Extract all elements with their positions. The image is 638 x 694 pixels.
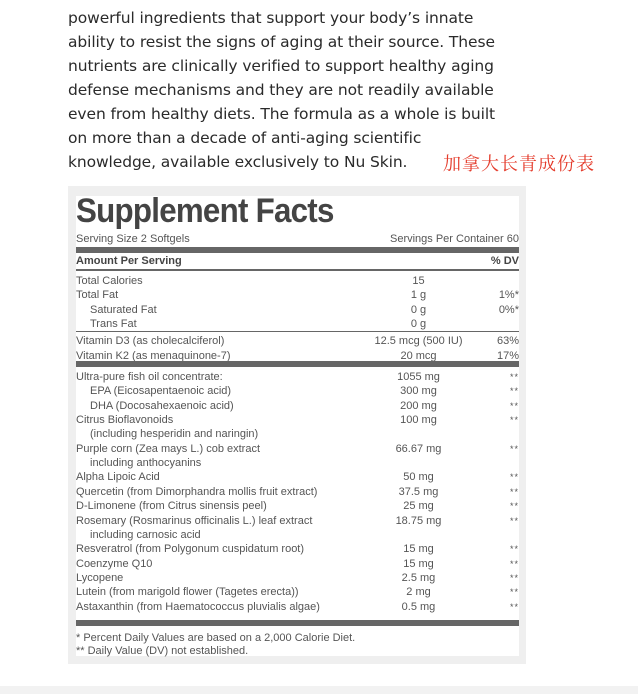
nutrient-row [76,413,519,427]
nutrient-amount: 37.5 mg [398,485,439,498]
nutrient-dv: ** [509,472,519,483]
nutrient-row [76,499,519,513]
serving-size: Serving Size 2 Softgels [76,233,190,245]
nutrient-row [76,317,519,331]
nutrient-dv: ** [509,443,519,454]
nutrient-amount: 25 mg [403,500,434,513]
watermark-text: 加拿大长青成份表 [443,154,595,175]
nutrient-row [76,470,519,484]
nutrient-dv: ** [509,415,519,426]
nutrient-name: including carnosic acid [90,528,201,541]
article-line: on more than a decade of anti-aging scientific [68,129,422,147]
nutrient-dv: ** [509,400,519,411]
article-line: even from healthy diets. The formula as a whole is built [68,105,496,123]
nutrient-row [76,334,519,348]
article-line: defense mechanisms and they are not readily available [68,81,494,99]
nutrient-row [76,442,519,456]
nutrient-row [76,557,519,571]
footnote: * Percent Daily Values are based on a 2,000 Calorie Diet. [76,632,356,644]
nutrient-row [76,485,519,499]
nutrient-row [76,600,519,614]
nutrient-dv: 17% [496,349,519,362]
nutrient-amount: 300 mg [400,385,437,398]
nutrient-amount: 15 [412,275,425,287]
nutrient-row [76,288,519,302]
dv-header: % DV [490,255,519,267]
nutrient-dv: ** [509,544,519,555]
nutrient-name: EPA (Eicosapentaenoic acid) [90,385,232,398]
nutrient-row [76,384,519,398]
nutrient-amount: 18.75 mg [395,514,442,527]
nutrient-dv: ** [509,486,519,497]
servings-per-container: Servings Per Container 60 [389,233,519,245]
article-line: nutrients are clinically verified to support healthy aging [68,57,494,75]
nutrient-row [76,528,519,542]
nutrient-amount: 1 g [410,289,427,302]
nutrient-name: Trans Fat [90,317,137,330]
rule [76,269,519,271]
nutrient-name: Saturated Fat [90,303,157,316]
nutrient-amount: 1055 mg [397,371,440,383]
nutrient-amount: 15 mg [403,543,434,556]
amount-per-serving: Amount Per Serving [76,255,182,267]
nutrient-amount: 15 mg [403,557,434,570]
nutrient-name: Total Calories [76,275,143,287]
nutrient-row [76,514,519,528]
nutrient-dv: ** [509,501,519,512]
nutrient-name: Total Fat [76,289,119,302]
nutrient-row [76,542,519,556]
nutrient-dv: 63% [496,335,519,347]
nutrient-amount: 12.5 mcg (500 IU) [374,335,463,347]
page-footer-strip [0,686,638,694]
nutrient-amount: 0 g [410,317,427,330]
nutrient-amount: 200 mg [400,399,437,412]
thick-rule [76,620,519,626]
nutrient-row [76,274,519,288]
nutrient-row [76,585,519,599]
nutrient-dv: ** [509,372,519,382]
nutrient-name: Vitamin D3 (as cholecalciferol) [76,335,225,347]
nutrient-name: Lycopene [76,571,124,584]
supplement-facts-image [68,186,526,664]
nutrient-row [76,370,519,384]
nutrient-name: Rosemary (Rosmarinus officinalis L.) leaf extract [76,514,313,527]
nutrient-amount: 20 mcg [400,349,437,362]
nutrient-row [76,571,519,585]
nutrient-dv: 1%* [498,289,519,302]
nutrient-amount: 2.5 mg [401,571,436,584]
supplement-facts-label [76,192,519,657]
facts-title: Supplement Facts [76,192,334,230]
nutrient-amount: 0 g [410,303,427,316]
nutrient-name: Coenzyme Q10 [76,557,153,570]
nutrient-name: Astaxanthin (from Haematococcus pluvialis algae) [76,600,320,613]
nutrient-amount: 50 mg [403,471,434,484]
nutrient-name: D-Limonene (from Citrus sinensis peel) [76,500,267,513]
nutrient-dv: ** [509,587,519,598]
nutrient-name: Citrus Bioflavonoids [76,414,174,427]
nutrient-name: including anthocyanins [90,457,202,470]
nutrient-row [76,303,519,317]
nutrient-name: Ultra-pure fish oil concentrate: [76,371,223,383]
nutrient-row [76,456,519,470]
nutrient-amount: 100 mg [400,414,437,427]
nutrient-dv: ** [509,558,519,569]
nutrient-name: DHA (Docosahexaenoic acid) [90,399,234,412]
nutrient-row [76,399,519,413]
amount-header-row [76,254,519,268]
nutrient-amount: 2 mg [406,586,431,599]
nutrient-row [76,427,519,441]
article-line: powerful ingredients that support your body’s innate [68,9,474,27]
nutrient-dv: 0%* [498,303,519,316]
nutrient-name: Vitamin K2 (as menaquinone-7) [76,349,231,362]
nutrient-name: Resveratrol (from Polygonum cuspidatum root) [76,543,305,556]
nutrient-name: (including hesperidin and naringin) [90,428,259,441]
nutrient-amount: 66.67 mg [395,442,442,455]
nutrient-dv: ** [509,572,519,583]
nutrient-dv: ** [509,386,519,397]
nutrient-dv: ** [509,601,519,612]
article-text [68,6,538,174]
nutrient-name: Alpha Lipoic Acid [76,471,160,484]
nutrient-name: Quercetin (from Dimorphandra mollis fruit extract) [76,485,318,498]
nutrient-amount: 0.5 mg [401,600,436,613]
footnote: ** Daily Value (DV) not established. [76,645,249,657]
rule [76,331,519,332]
thick-rule [76,247,519,253]
thick-rule [76,361,519,367]
serving-row [76,232,519,246]
nutrient-dv: ** [509,515,519,526]
nutrient-name: Lutein (from marigold flower (Tagetes erecta)) [76,586,299,599]
article-line: knowledge, available exclusively to Nu Skin. [68,153,408,171]
nutrient-name: Purple corn (Zea mays L.) cob extract [76,442,261,455]
article-line: ability to resist the signs of aging at their source. These [68,33,495,51]
